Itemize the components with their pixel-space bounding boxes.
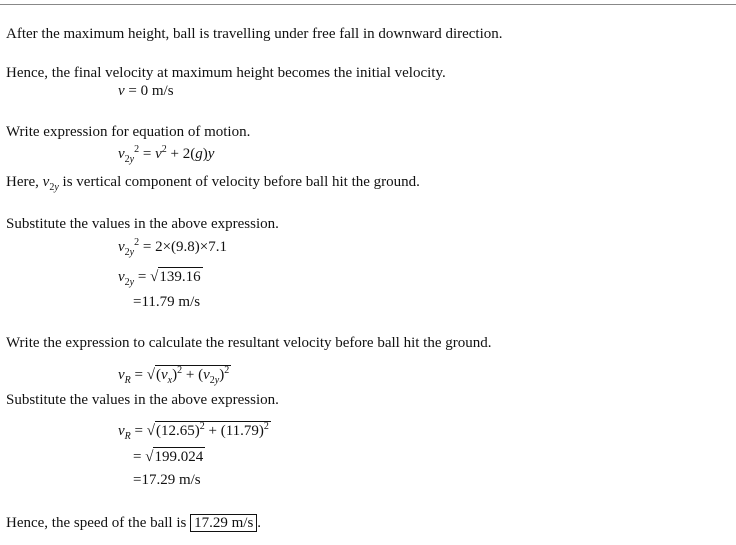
top-rule xyxy=(0,4,736,5)
final-answer-box: 17.29 m/s xyxy=(190,514,257,532)
text-line-6: Write the expression to calculate the resultant velocity before ball hit the ground. xyxy=(6,335,492,351)
text-line-7: Substitute the values in the above expression. xyxy=(6,392,279,408)
text-line-4: Here, $v_{2y}$ is vertical component of velocity before ball hit the ground. xyxy=(6,174,420,193)
final-answer-line xyxy=(6,514,261,532)
text-line-5: Substitute the values in the above expression. xyxy=(6,216,279,232)
equation-sqrt-1: $v_{2y} = √139.16$ xyxy=(118,269,201,288)
text-line-4-suffix: is vertical component of velocity before ball hit the ground. xyxy=(62,174,420,190)
final-answer-suffix: . xyxy=(257,515,262,531)
equation-v-zero: v = 0 m/s xyxy=(118,83,174,99)
equation-sqrt-2: = √199.024 xyxy=(133,449,204,465)
equation-resultant-velocity: $v_R = √(v_x)^2 + (v_{2y})^2$ xyxy=(118,365,230,386)
sqrt-value-1: 139.16 xyxy=(159,269,201,285)
final-answer-prefix: Hence, the speed of the ball is xyxy=(6,515,187,531)
vx-value: 12.65 xyxy=(160,423,195,439)
text-line-4-prefix: Here, xyxy=(6,174,39,190)
equation-result-1: =11.79 m/s xyxy=(133,294,201,310)
equation-result-2: =17.29 m/s xyxy=(133,472,201,488)
vy-value: 11.79 xyxy=(225,423,259,439)
text-line-3: Write expression for equation of motion. xyxy=(6,124,251,140)
sqrt-value-2: 199.024 xyxy=(154,449,204,465)
text-line-1: After the maximum height, ball is travelling under free fall in downward direction. xyxy=(6,26,503,42)
equation-motion: $v_{2y}^2 = v^2 + 2(g)y$ xyxy=(118,144,215,165)
equation-substitution-1: $v_{2y}^2 = 2\times(9.8)\times 7.1$ xyxy=(118,237,227,258)
equation-substitution-2: $v_R = √(12.65)^2 + (11.79)^2$ xyxy=(118,421,269,442)
text-line-2: Hence, the final velocity at maximum height becomes the initial velocity. xyxy=(6,65,446,81)
